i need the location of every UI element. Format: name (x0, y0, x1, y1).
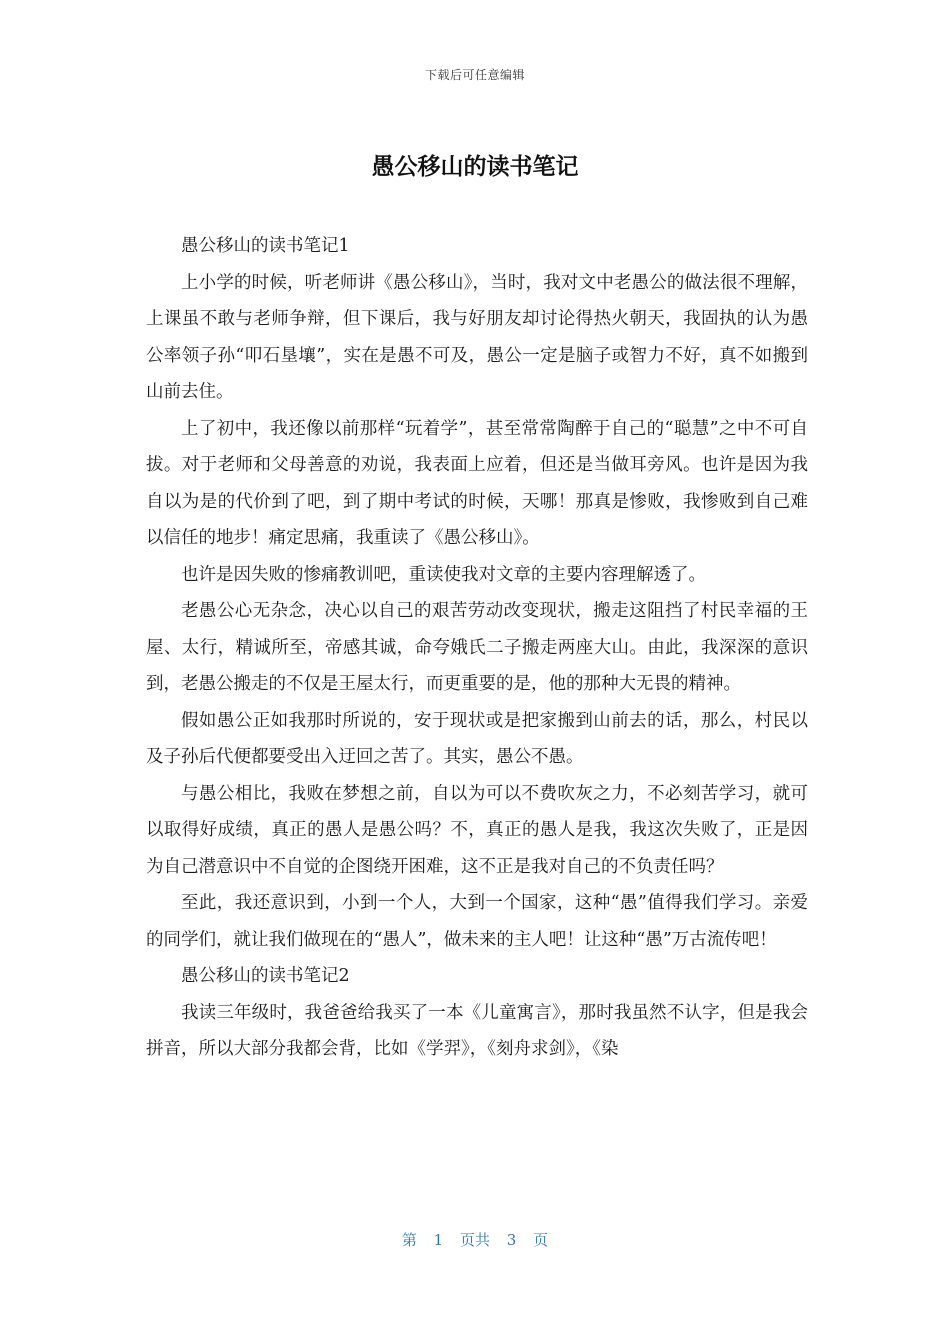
footer-page-suffix: 页 (533, 1231, 549, 1249)
paragraph: 上了初中，我还像以前那样“玩着学”，甚至常常陶醉于自己的“聪慧”之中不可自拔。对于老师和父母善意的劝说，我表面上应着，但还是当做耳旁风。也许是因为我自以为是的代价到了吧，到了期中考试的时候，天哪！那真是惨败，我惨败到自己难以信任的地步！痛定思痛，我重读了《愚公移山》。 (146, 418, 808, 548)
paragraph: 老愚公心无杂念，决心以自己的艰苦劳动改变现状，搬走这阻挡了村民幸福的王屋、太行，精诚所至，帝感其诚，命夸娥氏二子搬走两座大山。由此，我深深的意识到，老愚公搬走的不仅是王屋太行，而更重要的是，他的那种大无畏的精神。 (146, 601, 808, 694)
paragraph: 上小学的时候，听老师讲《愚公移山》，当时，我对文中老愚公的做法很不理解，上课虽不敢与老师争辩，但下课后，我与好朋友却讨论得热火朝天，我固执的认为愚公率领子孙“叩石垦壤”，实在是愚不可及，愚公一定是脑子或智力不好，真不如搬到山前去住。 (146, 272, 808, 402)
section-heading: 愚公移山的读书笔记1 (181, 236, 350, 256)
document-title: 愚公移山的读书笔记 (371, 154, 579, 180)
header-note: 下载后可任意编辑 (424, 68, 525, 82)
section-heading: 愚公移山的读书笔记2 (181, 966, 350, 986)
paragraph: 至此，我还意识到，小到一个人，大到一个国家，这种“愚”值得我们学习。亲爱的同学们，就让我们做现在的“愚人”，做未来的主人吧！让这种“愚”万古流传吧！ (146, 893, 808, 950)
footer-page-word: 第 (401, 1231, 417, 1249)
paragraph: 假如愚公正如我那时所说的，安于现状或是把家搬到山前去的话，那么，村民以及子孙后代便都要受出入迂回之苦了。其实，愚公不愚。 (146, 710, 808, 767)
paragraph: 也许是因失败的惨痛教训吧，重读使我对文章的主要内容理解透了。 (181, 564, 706, 585)
paragraph: 与愚公相比，我败在梦想之前，自以为可以不费吹灰之力，不必刻苦学习，就可以取得好成绩，真正的愚人是愚公吗？不，真正的愚人是我，我这次失败了，正是因为自己潜意识中不自觉的企图绕开困难，这不正是我对自己的不负责任吗？ (146, 783, 808, 877)
footer-total-pages: 3 (506, 1231, 517, 1249)
page-footer (0, 1229, 950, 1250)
footer-total-word: 页共 (459, 1231, 490, 1249)
document-body (146, 228, 808, 1068)
paragraph: 我读三年级时，我爸爸给我买了一本《儿童寓言》，那时我虽然不认字，但是我会拼音，所以大部分我都会背，比如《学羿》，《刻舟求剑》，《染 (146, 1002, 808, 1059)
footer-page-number: 1 (433, 1231, 444, 1249)
